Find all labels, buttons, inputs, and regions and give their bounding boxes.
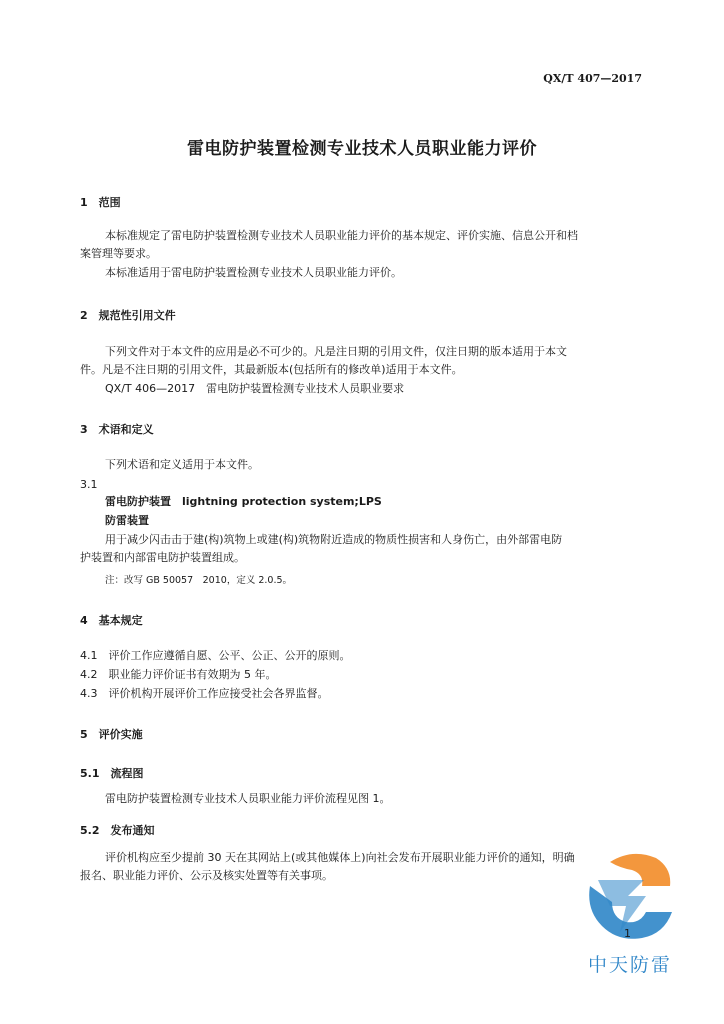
section-3-intro: 下列术语和定义适用于本文件。 [105,458,259,471]
term-alternative-name: 防雷装置 [105,514,149,527]
section-2-paragraph-line-1: 下列文件对于本文件的应用是必不可少的。凡是注日期的引用文件，仅注日期的版本适用于本文 [105,345,567,358]
section-4-heading: 4 基本规定 [80,614,143,627]
term-name: 雷电防护装置 lightning protection system;LPS [105,495,382,508]
clause-4-3: 4.3 评价机构开展评价工作应接受社会各界监督。 [80,687,329,700]
normative-reference: QX/T 406—2017 雷电防护装置检测专业技术人员职业要求 [105,382,405,395]
subsection-5-2-line-1: 评价机构应至少提前 30 天在其网站上(或其他媒体上)向社会发布开展职业能力评价的通知，明确 [105,851,575,864]
section-2-paragraph-line-2: 件。凡是不注日期的引用文件，其最新版本(包括所有的修改单)适用于本文件。 [80,363,463,376]
subsection-5-2-line-2: 报名、职业能力评价、公示及核实处置等有关事项。 [80,869,333,882]
clause-4-2: 4.2 职业能力评价证书有效期为 5 年。 [80,668,277,681]
document-title: 雷电防护装置检测专业技术人员职业能力评价 [187,139,537,159]
standard-code: QX/T 407—2017 [543,72,642,85]
watermark-logo [584,846,676,976]
term-definition-line-2: 护装置和内部雷电防护装置组成。 [80,551,245,564]
section-5-heading: 5 评价实施 [80,728,143,741]
clause-4-1: 4.1 评价工作应遵循自愿、公平、公正、公开的原则。 [80,649,351,662]
term-definition-line-1: 用于减少闪击击于建(构)筑物上或建(构)筑物附近造成的物质性损害和人身伤亡，由外部雷电防 [105,533,563,546]
section-2-heading: 2 规范性引用文件 [80,309,176,322]
term-number: 3.1 [80,478,98,491]
subsection-5-1-text: 雷电防护装置检测专业技术人员职业能力评价流程见图 1。 [105,792,391,805]
section-3-heading: 3 术语和定义 [80,423,154,436]
section-1-paragraph-line-2: 案管理等要求。 [80,247,157,260]
section-1-scope-paragraph: 本标准适用于雷电防护装置检测专业技术人员职业能力评价。 [105,266,402,279]
watermark-text: 中天防雷 [587,954,672,976]
section-1-heading: 1 范围 [80,196,121,209]
subsection-5-2-heading: 5.2 发布通知 [80,824,155,837]
section-1-paragraph-line-1: 本标准规定了雷电防护装置检测专业技术人员职业能力评价的基本规定、评价实施、信息公开和档 [105,229,578,242]
subsection-5-1-heading: 5.1 流程图 [80,767,144,780]
term-note: 注：改写 GB 50057 2010，定义 2.0.5。 [105,575,293,586]
page-number: 1 [624,927,631,940]
